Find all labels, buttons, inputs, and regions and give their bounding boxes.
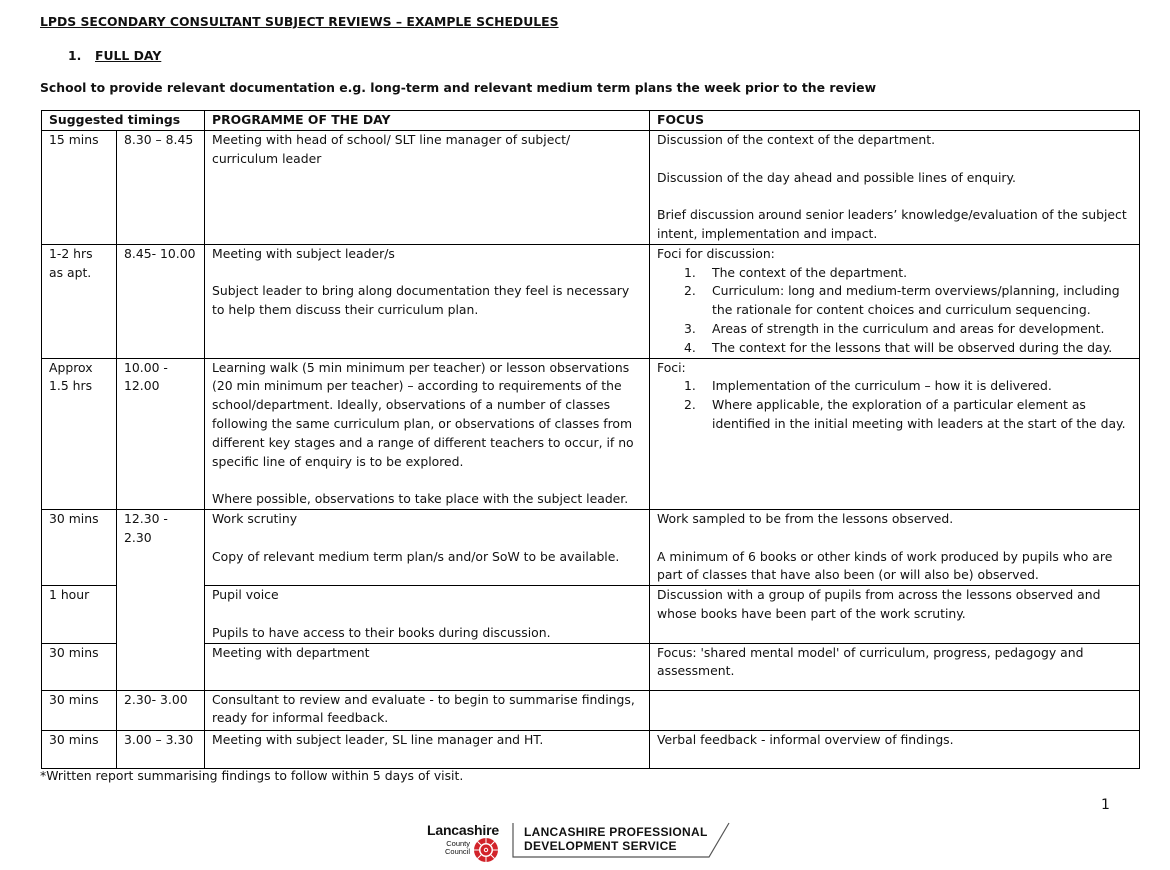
table-row [42,730,1140,768]
list-item [657,339,1139,358]
programme-cell [205,730,650,768]
duration-line: 30 mins [49,731,99,747]
document-title: LPDS SECONDARY CONSULTANT SUBJECT REVIEWS – EXAMPLE SCHEDULES [40,14,559,29]
duration-cell [42,244,117,358]
section-heading [68,48,161,63]
header-timings: Suggested timings [42,111,205,131]
list-number: 4. [684,339,696,355]
programme-line [212,529,649,548]
header-programme: PROGRAMME OF THE DAY [205,111,650,131]
section-title: FULL DAY [95,48,162,63]
programme-line: Meeting with head of school/ SLT line manager of subject/ [212,132,571,147]
programme-line: Pupils to have access to their books during discussion. [212,624,551,640]
programme-line: Meeting with department [212,644,370,660]
list-item-text: The context for the lessons that will be observed during the day. [712,339,1113,355]
programme-cell [205,244,650,358]
programme-line: ready for informal feedback. [212,710,389,726]
footnote: *Written report summarising findings to follow within 5 days of visit. [40,768,464,783]
programme-cell [205,509,650,585]
table-row [42,244,1140,358]
logo-service-line1: LANCASHIRE PROFESSIONAL [524,825,708,839]
logo-subtext [437,840,470,855]
list-item-text: the rationale for content choices and curriculum sequencing. [712,302,1091,318]
duration-cell [42,586,117,643]
duration-cell [42,690,117,730]
focus-cell [650,131,1140,245]
programme-line: Subject leader to bring along documentation they feel is necessary [212,283,630,299]
duration-line: 30 mins [49,691,99,707]
list-item [657,320,1139,339]
duration-cell [42,643,117,690]
list-item-text: Implementation of the curriculum – how it is delivered. [712,378,1052,394]
focus-cell [650,730,1140,768]
programme-line: specific line of enquiry is to be explored. [212,453,464,469]
programme-cell [205,358,650,509]
focus-line: Discussion of the context of the department. [657,132,936,147]
duration-line: Approx [49,359,93,375]
intro-text: School to provide relevant documentation e.g. long-term and relevant medium term plans the week prior to the review [40,80,877,95]
duration-line: 30 mins [49,644,99,660]
focus-line: A minimum of 6 books or other kinds of work produced by pupils who are [657,548,1113,564]
table-row [42,509,1140,585]
list-number: 2. [684,283,696,299]
focus-line: part of classes that have also been (or will also be) observed. [657,567,1039,583]
table-row [42,690,1140,730]
focus-cell [650,586,1140,643]
time-line: 12.00 [124,378,160,394]
programme-line: Work scrutiny [212,510,298,526]
time-line: 10.00 - [124,359,168,375]
logo-sub-line2: Council [444,846,470,856]
programme-line: curriculum leader [212,150,322,166]
table-row [42,131,1140,245]
table-row [42,643,1140,690]
programme-line: Meeting with subject leader, SL line manager and HT. [212,731,544,747]
focus-list [657,264,1139,358]
list-item [657,282,1139,320]
list-item-text: Areas of strength in the curriculum and areas for development. [712,320,1105,336]
focus-cell [650,643,1140,690]
duration-cell [42,358,117,509]
time-line: 3.00 – 3.30 [124,731,194,747]
page-number: 1 [1101,797,1110,813]
duration-line: 15 mins [49,132,99,147]
time-cell [117,690,205,730]
table-row [42,358,1140,509]
focus-cell [650,244,1140,358]
time-cell [117,131,205,245]
table-header-row [42,111,1140,131]
focus-cell [650,358,1140,509]
time-cell [117,358,205,509]
time-line: 2.30- 3.00 [124,691,188,707]
red-rose-icon [473,837,499,863]
list-item-text: The context of the department. [712,264,908,280]
time-line: 8.30 – 8.45 [124,132,194,147]
focus-intro: Foci: [657,359,686,375]
focus-line: Discussion of the day ahead and possible lines of enquiry. [657,169,1016,185]
list-number: 1. [684,378,696,394]
focus-line: assessment. [657,663,735,679]
schedule-table [41,110,1140,769]
time-line: 8.45- 10.00 [124,245,196,261]
programme-line [212,471,649,490]
lancashire-logo [423,819,733,861]
time-cell [117,509,205,690]
logo-brand-text: Lancashire [427,822,499,838]
programme-line: Copy of relevant medium term plan/s and/or SoW to be available. [212,548,620,564]
programme-cell [205,690,650,730]
logo-service-line2: DEVELOPMENT SERVICE [524,839,677,853]
list-item-text: identified in the initial meeting with leaders at the start of the day. [712,415,1126,431]
duration-line: 1 hour [49,587,90,603]
table-row [42,586,1140,643]
duration-cell [42,509,117,585]
header-focus: FOCUS [650,111,1140,131]
focus-cell [650,690,1140,730]
time-cell [117,244,205,358]
focus-list [657,377,1139,433]
focus-line: whose books have been part of the work scrutiny. [657,605,966,621]
focus-line [657,187,1139,206]
list-item [657,396,1139,434]
duration-line: 1.5 hrs [49,378,93,394]
programme-line: to help them discuss their curriculum plan. [212,302,479,318]
programme-cell [205,586,650,643]
programme-line: Where possible, observations to take place with the subject leader. [212,491,629,507]
focus-line: Focus: 'shared mental model' of curriculum, progress, pedagogy and [657,644,1084,660]
list-number: 3. [684,320,696,336]
time-line: 12.30 - [124,510,168,526]
programme-line: different key stages and a range of different teachers to occur, if no [212,434,634,450]
programme-line: (20 min minimum per teacher) – according to requirements of the [212,378,622,394]
focus-line [657,150,1139,169]
programme-line: Learning walk (5 min minimum per teacher) or lesson observations [212,359,630,375]
time-cell [117,730,205,768]
list-number: 2. [684,397,696,413]
duration-line: 1-2 hrs [49,245,93,261]
programme-line [212,605,649,624]
list-item-text: Where applicable, the exploration of a particular element as [712,397,1086,413]
focus-line: Verbal feedback - informal overview of findings. [657,731,954,747]
focus-line: Work sampled to be from the lessons observed. [657,510,954,526]
programme-line: Pupil voice [212,587,279,603]
logo-sub-line1: County [446,839,470,848]
focus-line [657,529,1139,548]
programme-line: Meeting with subject leader/s [212,245,395,261]
programme-line: school/department. Ideally, observations of a number of classes [212,397,611,413]
programme-cell [205,643,650,690]
focus-line: intent, implementation and impact. [657,225,878,241]
programme-line: Consultant to review and evaluate - to begin to summarise findings, [212,691,635,707]
focus-cell [650,509,1140,585]
programme-line: following the same curriculum plan, or observations of classes from [212,415,633,431]
focus-intro: Foci for discussion: [657,245,775,261]
duration-line: 30 mins [49,510,99,526]
time-line: 2.30 [124,529,152,545]
duration-line: as apt. [49,264,92,280]
section-number: 1. [68,48,82,63]
focus-line: Brief discussion around senior leaders’ knowledge/evaluation of the subject [657,207,1127,223]
duration-cell [42,131,117,245]
list-item-text: Curriculum: long and medium-term overviews/planning, including [712,283,1120,299]
list-item [657,264,1139,283]
duration-cell [42,730,117,768]
programme-line [212,264,649,283]
list-item [657,377,1139,396]
programme-cell [205,131,650,245]
focus-line: Discussion with a group of pupils from across the lessons observed and [657,587,1101,603]
logo-service-text [524,825,708,853]
list-number: 1. [684,264,696,280]
